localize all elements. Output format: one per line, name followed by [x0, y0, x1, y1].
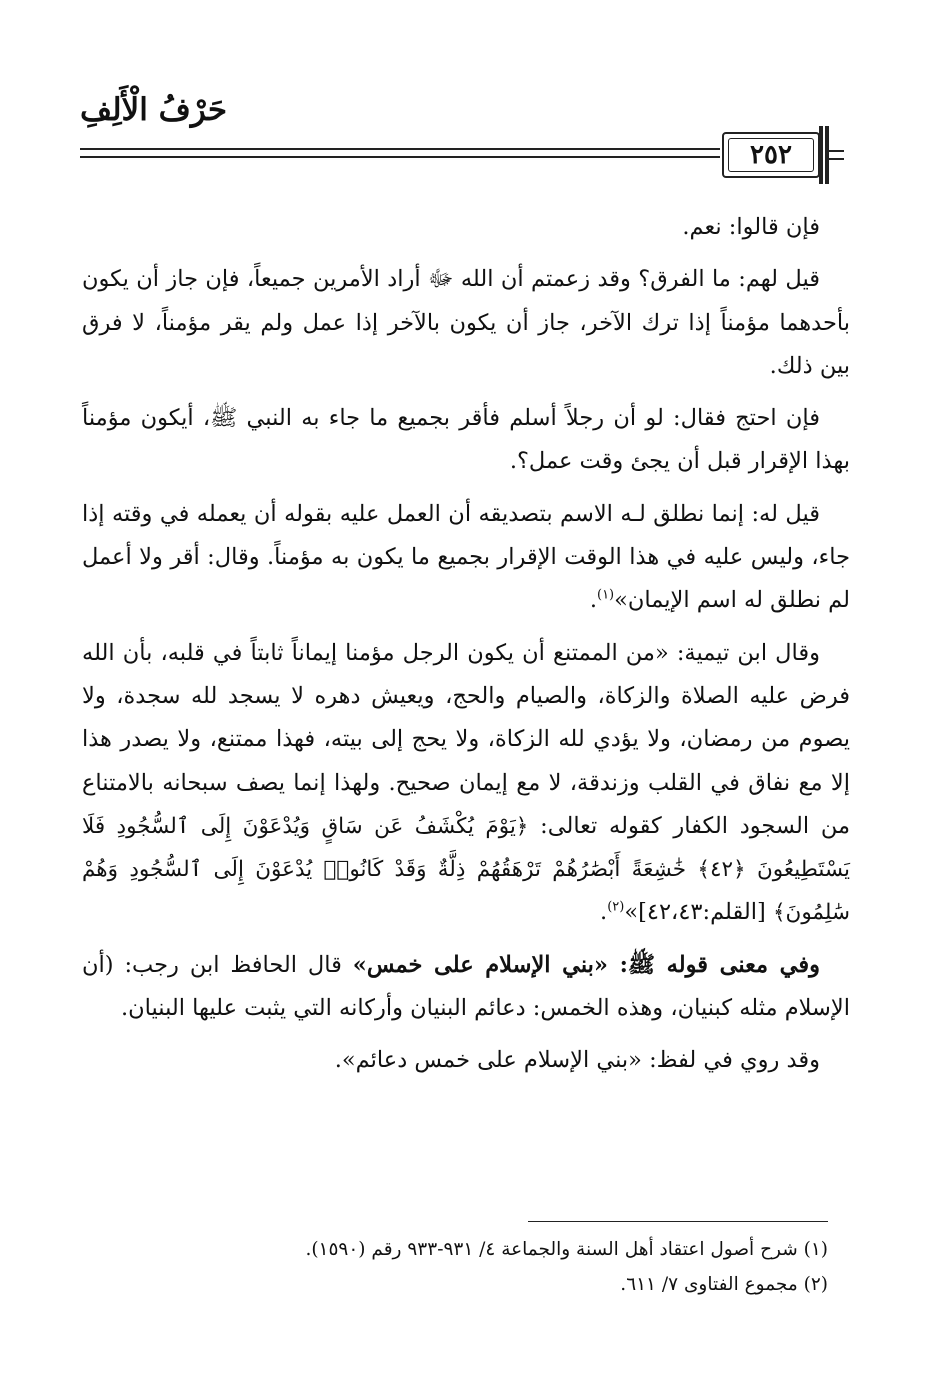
footnote-ref-1: (١) — [596, 587, 615, 603]
footnotes — [82, 1232, 828, 1302]
page-number-box — [722, 132, 820, 178]
header-dash-bottom — [828, 158, 844, 160]
chapter-title: حَرْفُ الْأَلِفِ — [80, 92, 228, 128]
paragraph-3: فإن احتج فقال: لو أن رجلاً أسلم فأقر بجميع ما جاء به النبي ﷺ، أيكون مؤمناً بهذا الإقرار قبل أن يجئ وقت عمل؟. — [82, 405, 850, 475]
header-rule-bottom — [80, 156, 720, 158]
paragraph-5-text: وقال ابن تيمية: «من الممتنع أن يكون الرجل مؤمنا إيماناً ثابتاً في قلبه، بأن الله فرض عليه الصلاة والزكاة، والصيام والحج، ويعيش دهره لا يسجد لله سجدة، ولا يصوم من رمضان، ولا يؤدي لله الزكاة، ولا يحج إلى بيته، فهذا ممتنع، ولا يصدر هذا إلا مع نفاق في القلب وزندقة، لا مع إيمان صحيح. ولهذا إنما يصف سبحانه بالامتناع من السجود الكفار كقوله تعالى: — [82, 639, 850, 839]
hadith-lead: وفي معنى قوله ﷺ: «بني الإسلام على خمس» — [352, 951, 820, 978]
body-text — [82, 206, 850, 1092]
paragraph-5 — [82, 632, 850, 935]
quran-citation: [القلم:٤٢،٤٣]» — [624, 899, 766, 926]
header-bar-left — [819, 126, 823, 184]
footnote-divider — [528, 1221, 828, 1222]
paragraph-2: قيل لهم: ما الفرق؟ وقد زعمتم أن الله ﷻ أراد الأمرين جميعاً، فإن جاز أن يكون بأحدهما مؤمناً إذا ترك الآخر، جاز أن يكون بالآخر إذا عمل ولم يقر مؤمناً، لا فرق بين ذلك. — [82, 266, 850, 379]
header-bar-right — [825, 126, 829, 184]
header-dash-top — [828, 150, 844, 152]
footnote-2: (٢) مجموع الفتاوى ٧/ ٦١١. — [620, 1274, 828, 1295]
paragraph-5-end: . — [600, 899, 608, 926]
header-rule-top — [80, 148, 720, 150]
quran-verse: ﴿يَوْمَ يُكْشَفُ عَن سَاقٍ وَيُدْعَوْنَ إِلَى ٱلسُّجُودِ فَلَا يَسْتَطِيعُونَ ﴿٤٢﴾ خَٰشِعَةً أَبْصَٰرُهُمْ تَرْهَقُهُمْ ذِلَّةٌ وَقَدْ كَانُوا۟ يُدْعَوْنَ إِلَى ٱلسُّجُودِ وَهُمْ سَٰلِمُونَ﴾ — [82, 813, 850, 926]
footnote-1: (١) شرح أصول اعتقاد أهل السنة والجماعة ٤/ ٩٣١-٩٣٣ رقم (١٥٩٠). — [305, 1239, 828, 1260]
paragraph-7: وقد روي في لفظ: «بني الإسلام على خمس دعائم». — [334, 1047, 820, 1074]
paragraph-6-rest: قال الحافظ ابن رجب: (أن الإسلام مثله كبنيان، وهذه الخمس: دعائم البنيان وأركانه التي يثبت عليها البنيان. — [82, 951, 850, 1022]
paragraph-4 — [82, 493, 850, 623]
paragraph-4-text: قيل له: إنما نطلق لـه الاسم بتصديقه أن العمل عليه بقوله أن يعمله في وقته إذا جاء، وليس عليه في هذا الوقت الإقرار بجميع ما يكون به مؤمناً. وقال: أقر ولا أعمل لم نطلق له اسم الإيمان» — [82, 500, 851, 614]
paragraph-4-end: . — [589, 587, 597, 614]
paragraph-1: فإن قالوا: نعم. — [682, 214, 820, 240]
paragraph-6 — [82, 944, 850, 1031]
footnote-ref-2: (٢) — [607, 899, 625, 915]
page-number: ٢٥٢ — [728, 138, 814, 172]
